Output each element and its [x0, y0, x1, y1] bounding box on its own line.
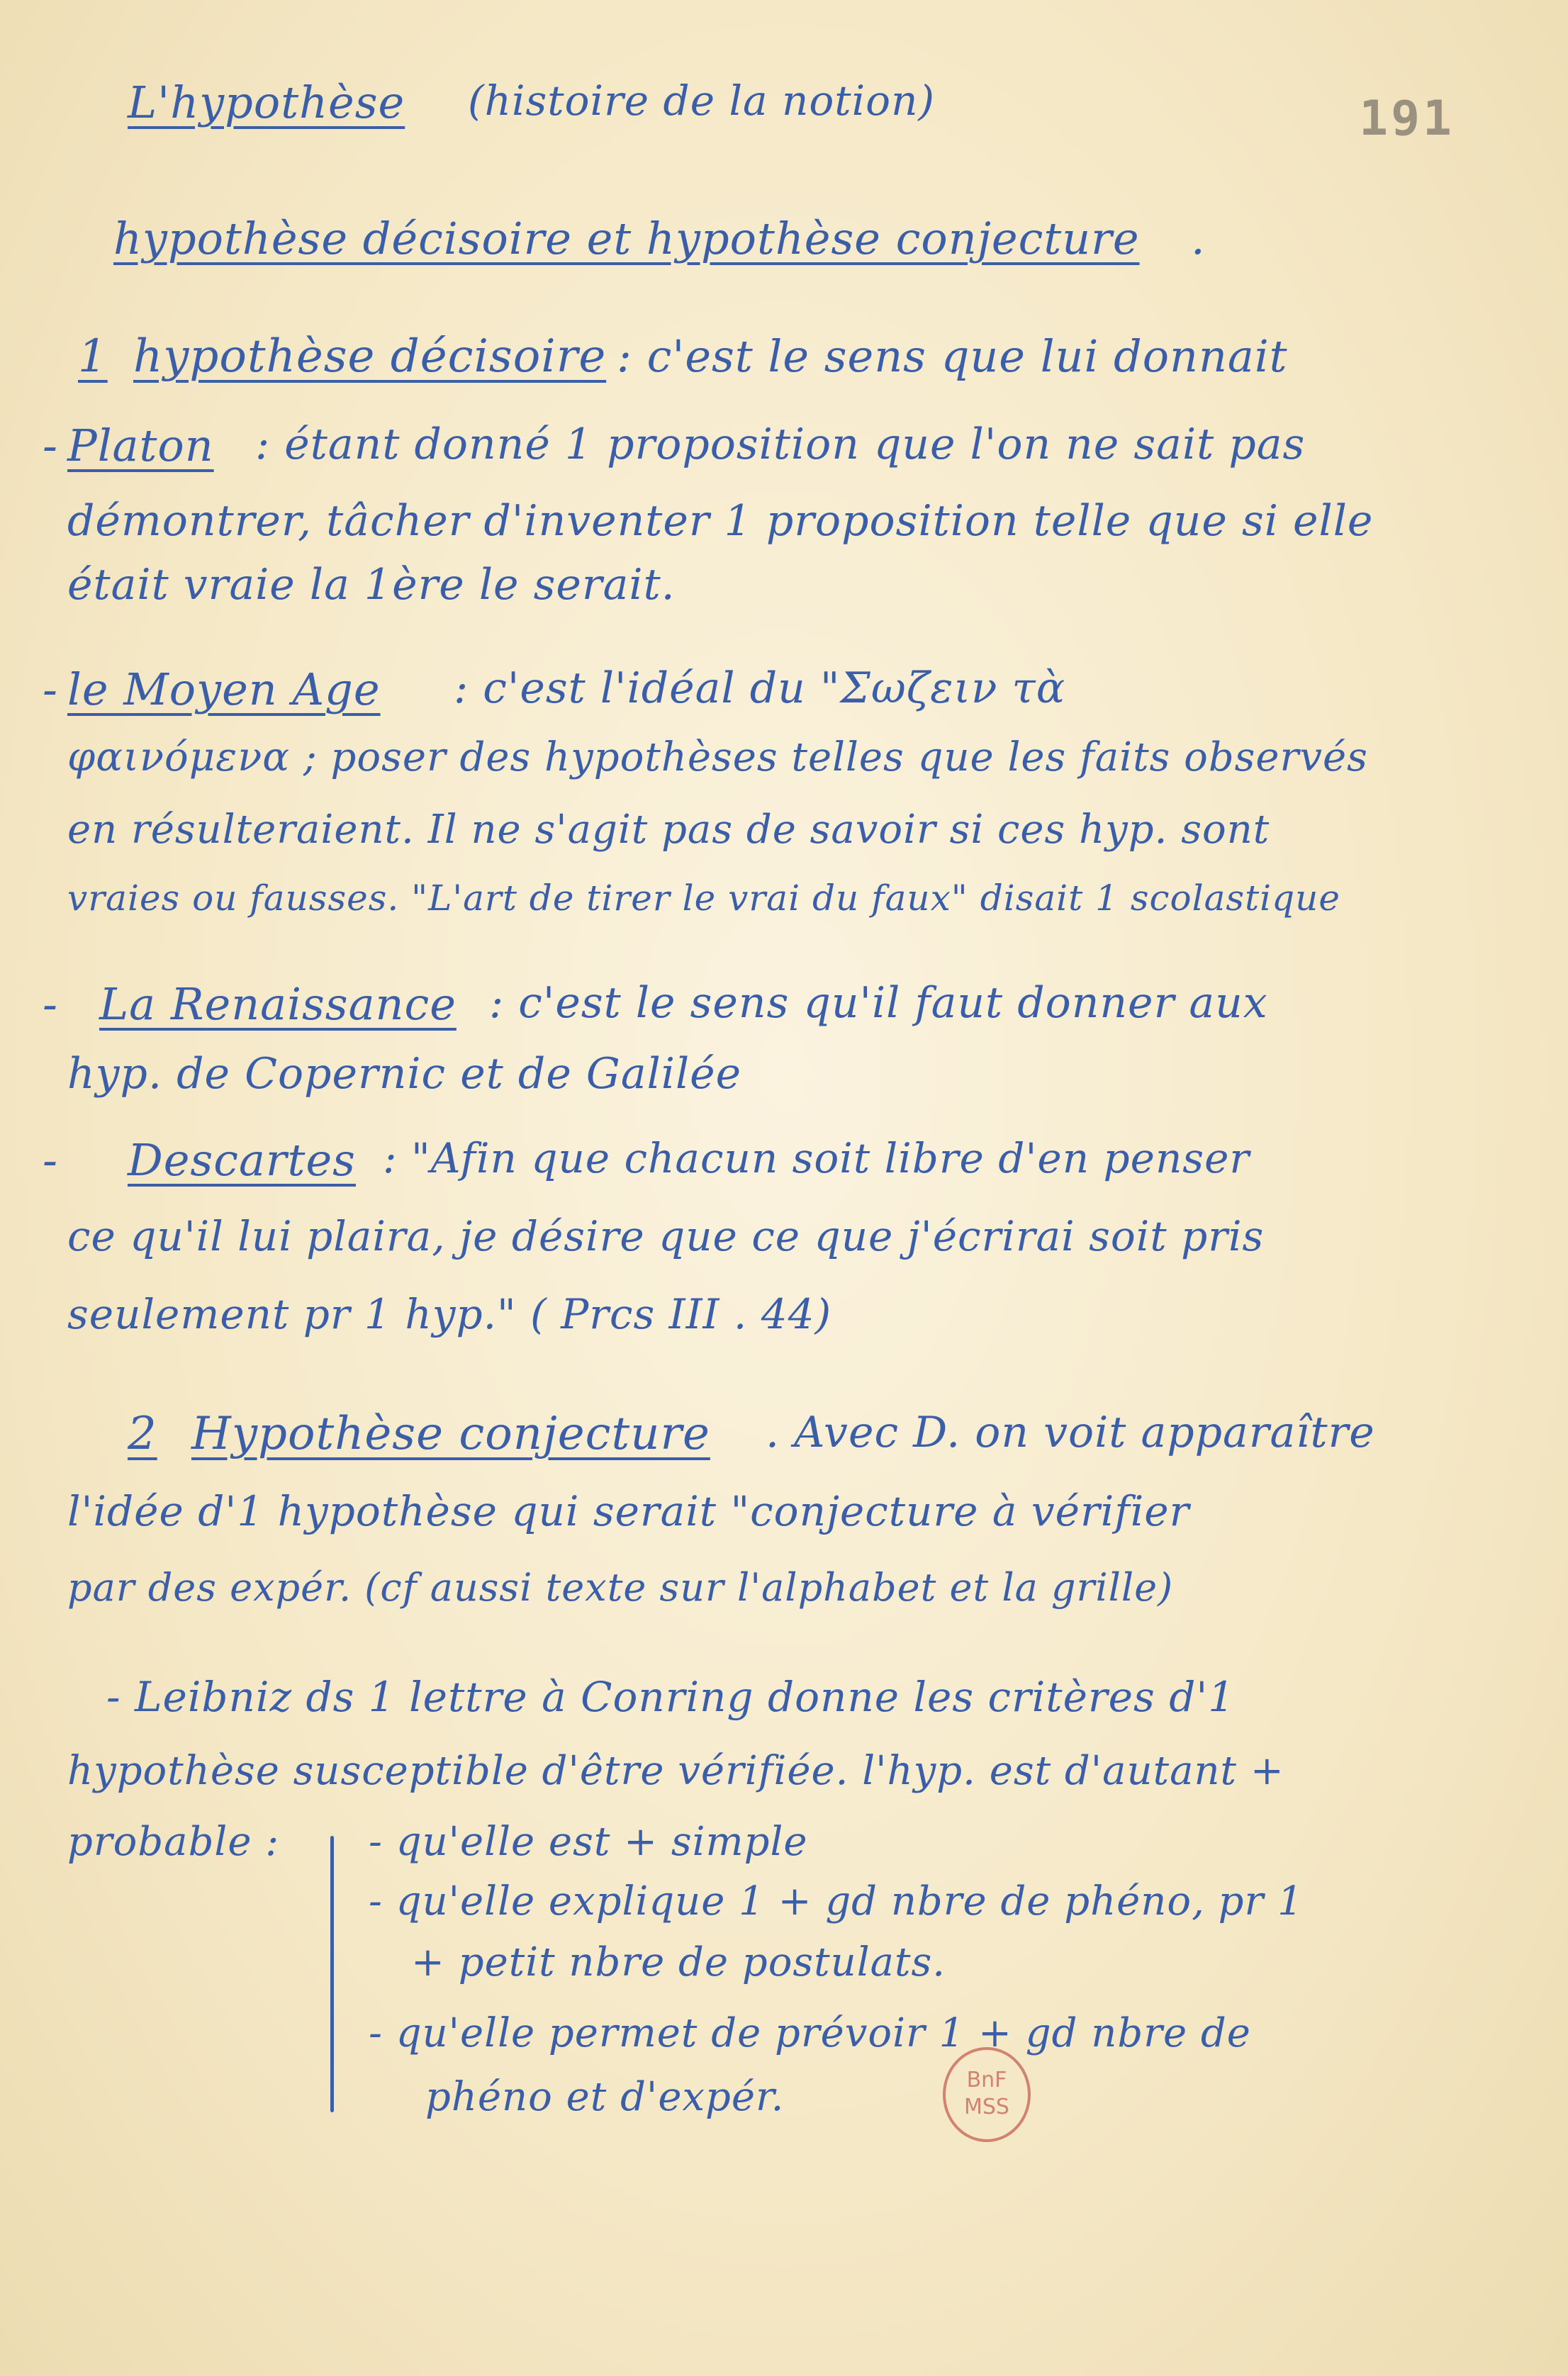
section-1-number: 1 — [78, 330, 108, 383]
dash-marker: - — [43, 1134, 58, 1186]
moyen-age-line-1: : c'est l'idéal du "Σωζειν τὰ — [454, 663, 1066, 713]
section-2-line-3: par des expér. (cf aussi texte sur l'alphabet et la grille) — [67, 1565, 1174, 1610]
criterion-3-cont: phéno et d'expér. — [425, 2074, 785, 2120]
stamp-line-1: BnF — [966, 2068, 1007, 2092]
criteria-bracket — [330, 1836, 334, 2112]
moyen-age-line-2: φαινόμενα ; poser des hypothèses telles que les faits observés — [67, 734, 1368, 780]
renaissance-label: La Renaissance — [99, 978, 457, 1030]
section-2-line-2: l'idée d'1 hypothèse qui serait "conjecture à vérifier — [67, 1487, 1190, 1535]
stamp-line-2: MSS — [964, 2095, 1009, 2119]
platon-line-2: démontrer, tâcher d'inventer 1 proposition telle que si elle — [67, 496, 1374, 546]
subtitle: hypothèse décisoire et hypothèse conjecture — [113, 213, 1140, 264]
section-1-intro: : c'est le sens que lui donnait — [617, 330, 1288, 382]
dash-marker: - — [43, 978, 58, 1030]
subtitle-period: . — [1191, 213, 1206, 264]
descartes-line-3: seulement pr 1 hyp." ( Prcs III . 44) — [67, 1290, 832, 1338]
renaissance-line-2: hyp. de Copernic et de Galilée — [67, 1049, 742, 1099]
leibniz-line-1: - Leibniz ds 1 lettre à Conring donne les critères d'1 — [106, 1673, 1236, 1721]
folio-number: 191 — [1359, 91, 1455, 147]
moyen-age-line-3: en résulteraient. Il ne s'agit pas de savoir si ces hyp. sont — [67, 807, 1270, 853]
dash-marker: - — [43, 420, 58, 471]
section-1-title: hypothèse décisoire — [133, 330, 607, 383]
section-2-title: Hypothèse conjecture — [191, 1408, 710, 1460]
leibniz-line-2: hypothèse susceptible d'être vérifiée. l'hyp. est d'autant + — [67, 1748, 1284, 1794]
platon-label: Platon — [67, 420, 214, 471]
descartes-line-2: ce qu'il lui plaira, je désire que ce que j'écrirai soit pris — [67, 1212, 1265, 1260]
renaissance-line-1: : c'est le sens qu'il faut donner aux — [489, 978, 1268, 1028]
platon-line-1: : étant donné 1 proposition que l'on ne sait pas — [255, 420, 1306, 469]
platon-line-3: était vraie la 1ère le serait. — [67, 560, 676, 610]
criterion-3: - qu'elle permet de prévoir 1 + gd nbre de — [369, 2010, 1251, 2056]
section-2-number: 2 — [128, 1408, 157, 1460]
criterion-2: - qu'elle explique 1 + gd nbre de phéno, pr 1 — [369, 1878, 1304, 1924]
bnf-library-stamp — [943, 2047, 1031, 2142]
leibniz-line-3: probable : — [67, 1819, 280, 1865]
descartes-line-1: : "Afin que chacun soit libre d'en penser — [383, 1134, 1250, 1182]
page-title-parenthetical: (histoire de la notion) — [468, 77, 936, 125]
section-2-line-1: . Avec D. on voit apparaître — [766, 1408, 1375, 1457]
moyen-age-line-4: vraies ou fausses. "L'art de tirer le vrai du faux" disait 1 scolastique — [67, 878, 1340, 919]
criterion-2-cont: + petit nbre de postulats. — [411, 1939, 946, 1985]
moyen-age-label: le Moyen Age — [67, 663, 381, 715]
descartes-label: Descartes — [128, 1134, 356, 1186]
criterion-1: - qu'elle est + simple — [369, 1819, 808, 1865]
page-title: L'hypothèse — [128, 77, 405, 128]
dash-marker: - — [43, 663, 58, 715]
